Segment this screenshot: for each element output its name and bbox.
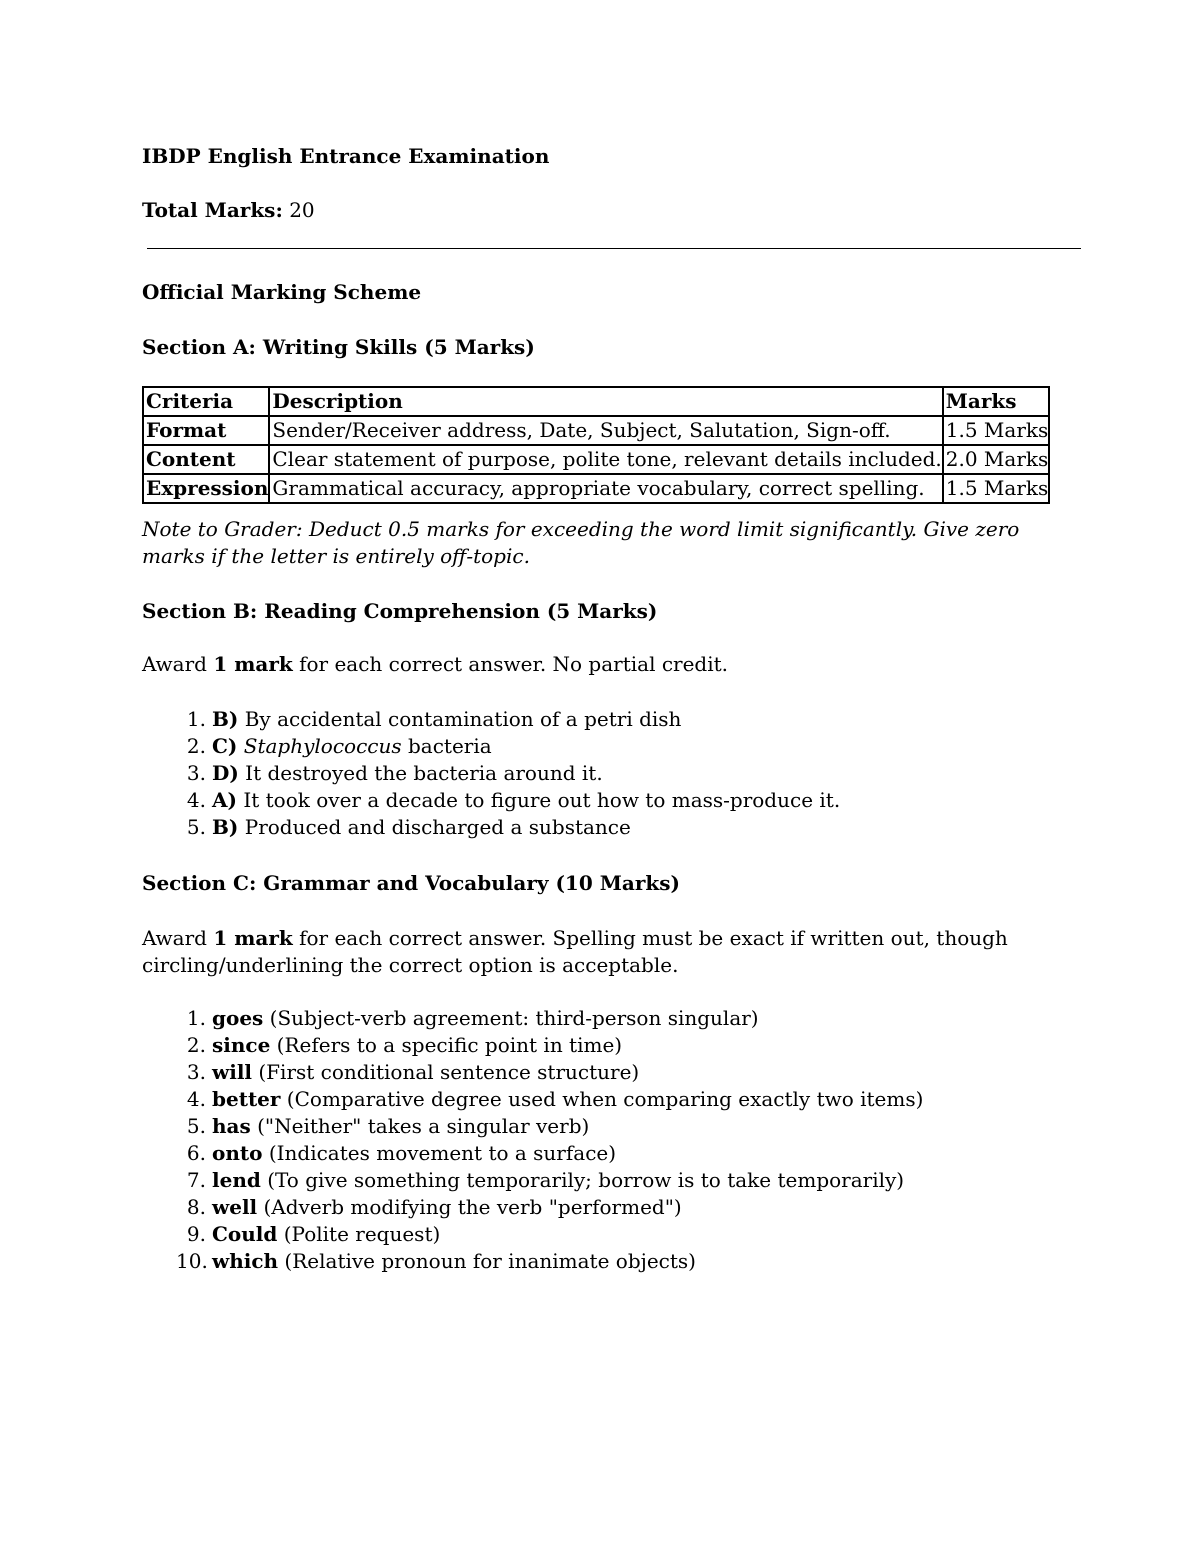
horizontal-divider [147, 248, 1081, 249]
exam-title: IBDP English Entrance Examination [142, 144, 550, 168]
item-number: 4. [186, 788, 206, 812]
answer-key: D) [212, 761, 239, 785]
list-item [142, 787, 840, 814]
answer-text: Produced and discharged a substance [238, 815, 631, 839]
row-criteria: Content [143, 445, 269, 474]
answer-text: (Polite request) [277, 1222, 441, 1246]
answer-key: goes [212, 1006, 264, 1030]
instruction-text: Award [142, 926, 214, 950]
list-item [142, 733, 840, 760]
answer-key: well [212, 1195, 258, 1219]
table-row [143, 416, 1049, 445]
item-number: 2. [186, 1033, 206, 1057]
item-number: 6. [186, 1141, 206, 1165]
section-c-answers [142, 1005, 923, 1275]
answer-text: (To give something temporarily; borrow is to take temporarily) [260, 1168, 905, 1192]
grader-note: Note to Grader: Deduct 0.5 marks for exceeding the word limit significantly. Give zero marks if the letter is entirely off-topic. [142, 517, 1020, 568]
scheme-heading: Official Marking Scheme [142, 280, 422, 304]
answer-key: B) [212, 707, 239, 731]
header-description: Description [269, 387, 942, 416]
list-item [142, 1248, 923, 1275]
row-criteria: Format [143, 416, 269, 445]
list-item [142, 1086, 923, 1113]
item-number: 3. [186, 761, 206, 785]
answer-text: (Comparative degree used when comparing exactly two items) [280, 1087, 924, 1111]
item-number: 2. [186, 734, 206, 758]
item-number: 9. [186, 1222, 206, 1246]
list-item [142, 1059, 923, 1086]
instruction-text: for each correct answer. No partial credit. [292, 652, 729, 676]
item-number: 4. [186, 1087, 206, 1111]
row-marks: 2.0 Marks [943, 445, 1050, 474]
answer-text: bacteria [401, 734, 492, 758]
section-c-heading: Section C: Grammar and Vocabulary (10 Marks) [142, 871, 680, 895]
answer-text: It destroyed the bacteria around it. [238, 761, 603, 785]
total-marks-value: 20 [289, 198, 315, 222]
answer-key: lend [212, 1168, 261, 1192]
table-row [143, 445, 1049, 474]
table-row [143, 474, 1049, 503]
list-item [142, 1194, 923, 1221]
list-item [142, 706, 840, 733]
header-marks: Marks [943, 387, 1050, 416]
instruction-text: for each correct answer. Spelling must be exact if written out, though [292, 926, 1008, 950]
answer-key: B) [212, 815, 239, 839]
total-marks-label: Total Marks: [142, 198, 283, 222]
section-c-instruction-line2: circling/underlining the correct option is acceptable. [142, 953, 679, 977]
answer-key: which [212, 1249, 279, 1273]
item-number: 8. [186, 1195, 206, 1219]
answer-text: (First conditional sentence structure) [252, 1060, 640, 1084]
answer-text: (Subject-verb agreement: third-person singular) [263, 1006, 759, 1030]
list-item [142, 760, 840, 787]
instruction-bold: 1 mark [213, 652, 293, 676]
header-criteria: Criteria [143, 387, 269, 416]
answer-key: will [212, 1060, 253, 1084]
answer-key: C) [212, 734, 238, 758]
answer-key: better [212, 1087, 281, 1111]
list-item [142, 1005, 923, 1032]
answer-key: Could [212, 1222, 278, 1246]
answer-key: A) [212, 788, 237, 812]
answer-key: since [212, 1033, 271, 1057]
answer-text: It took over a decade to figure out how to mass-produce it. [236, 788, 841, 812]
answer-italic: Staphylococcus [243, 734, 402, 758]
item-number: 1. [186, 707, 206, 731]
list-item [142, 1032, 923, 1059]
section-b-heading: Section B: Reading Comprehension (5 Marks) [142, 599, 658, 623]
item-number: 7. [186, 1168, 206, 1192]
section-b-instruction [142, 651, 728, 678]
answer-text: (Indicates movement to a surface) [262, 1141, 617, 1165]
row-marks: 1.5 Marks [943, 474, 1050, 503]
list-item [142, 814, 840, 841]
row-description: Sender/Receiver address, Date, Subject, Salutation, Sign-off. [269, 416, 942, 445]
item-number: 5. [186, 1114, 206, 1138]
instruction-text: Award [142, 652, 214, 676]
item-number: 5. [186, 815, 206, 839]
item-number: 3. [186, 1060, 206, 1084]
answer-text: By accidental contamination of a petri dish [238, 707, 682, 731]
row-description: Grammatical accuracy, appropriate vocabulary, correct spelling. [269, 474, 942, 503]
total-marks [142, 197, 315, 223]
answer-text: (Relative pronoun for inanimate objects) [278, 1249, 696, 1273]
row-marks: 1.5 Marks [943, 416, 1050, 445]
answer-text: (Refers to a specific point in time) [270, 1033, 623, 1057]
section-b-answers [142, 706, 840, 841]
row-criteria: Expression [143, 474, 269, 503]
list-item [142, 1140, 923, 1167]
row-description: Clear statement of purpose, polite tone, relevant details included. [269, 445, 942, 474]
table-header-row [143, 387, 1049, 416]
answer-key: onto [212, 1141, 263, 1165]
section-a-heading: Section A: Writing Skills (5 Marks) [142, 335, 535, 359]
list-item [142, 1167, 923, 1194]
answer-key: has [212, 1114, 251, 1138]
answer-text: (Adverb modifying the verb "performed") [257, 1195, 682, 1219]
section-c-instruction [142, 925, 1008, 952]
list-item [142, 1221, 923, 1248]
instruction-bold: 1 mark [213, 926, 293, 950]
marking-table [142, 386, 1050, 504]
item-number: 10. [176, 1249, 208, 1273]
answer-text: ("Neither" takes a singular verb) [250, 1114, 590, 1138]
list-item [142, 1113, 923, 1140]
item-number: 1. [186, 1006, 206, 1030]
